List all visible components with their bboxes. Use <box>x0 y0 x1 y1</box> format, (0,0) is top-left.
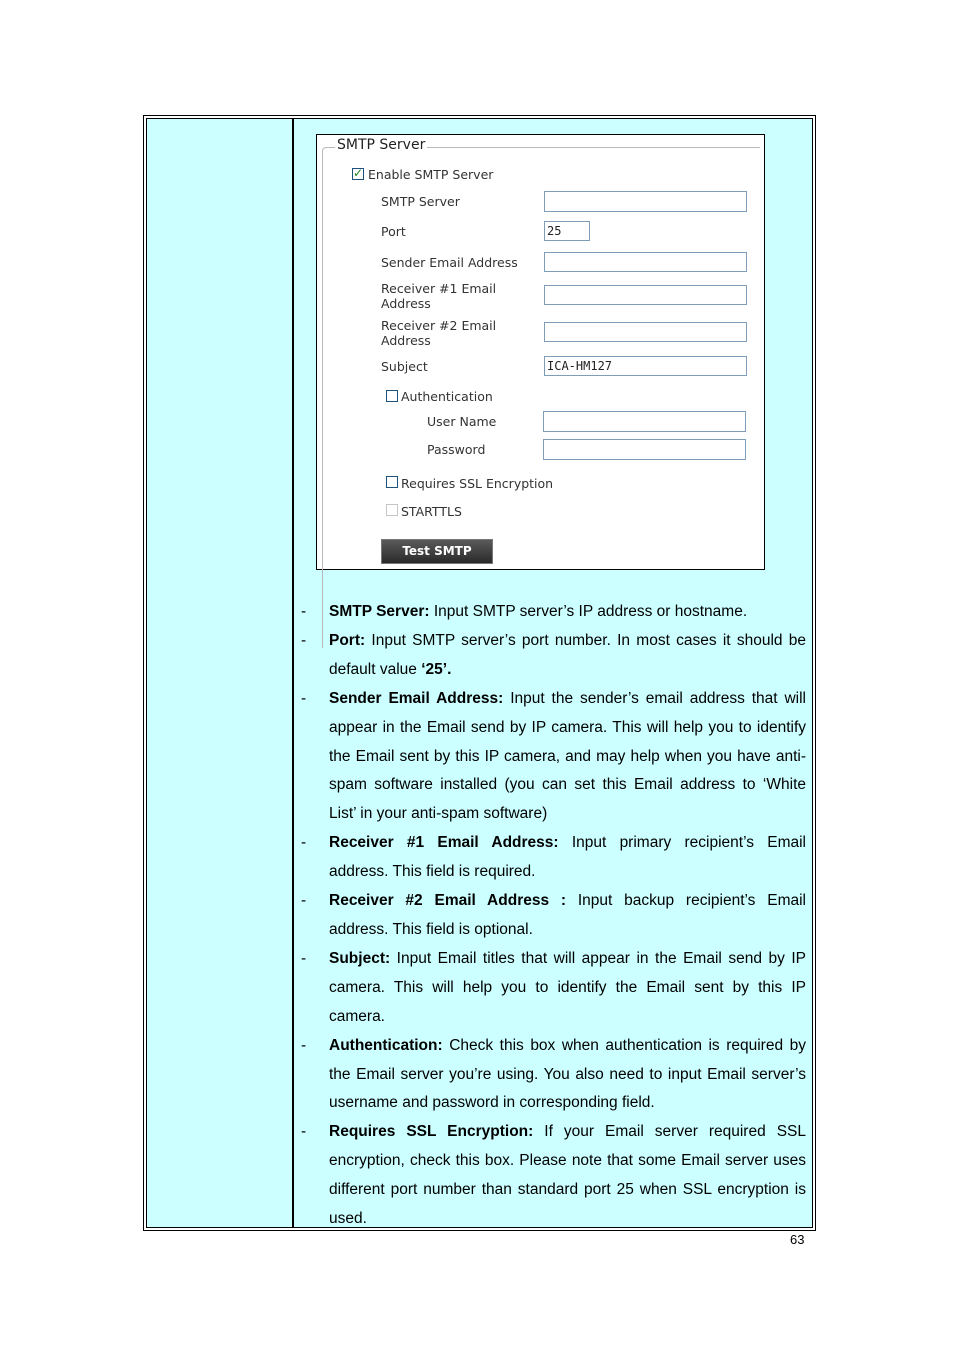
port-input[interactable] <box>544 221 590 241</box>
test-smtp-button[interactable]: Test SMTP <box>381 539 493 564</box>
item-text: Input backup recipient’s Email address. This field is optional. <box>329 892 806 938</box>
list-dash: - <box>301 631 307 649</box>
fieldset-legend: SMTP Server <box>337 137 426 153</box>
smtp-server-label: SMTP Server <box>381 194 460 209</box>
smtp-server-input[interactable] <box>544 191 747 212</box>
starttls-checkbox[interactable] <box>386 504 398 516</box>
password-input[interactable] <box>543 439 746 460</box>
page-number: 63 <box>790 1232 805 1247</box>
list-item <box>301 829 806 887</box>
receiver2-label <box>381 318 496 348</box>
item-term: Requires SSL Encryption: <box>329 1123 534 1141</box>
item-term: Subject: <box>329 949 391 967</box>
port-label: Port <box>381 224 406 239</box>
item-emphasis: ‘25’. <box>421 660 452 678</box>
password-label: Password <box>427 442 486 457</box>
list-item <box>301 887 806 945</box>
sender-email-input[interactable] <box>544 252 747 272</box>
receiver1-label <box>381 281 496 311</box>
receiver2-label-line1: Receiver #2 Email <box>381 318 497 333</box>
starttls-label: STARTTLS <box>401 504 462 519</box>
column-divider <box>292 119 294 1227</box>
authentication-label: Authentication <box>401 389 493 404</box>
item-text: Input Email titles that will appear in the Email send by IP camera. This will help you to identify the Email sent by this IP camera. <box>329 949 806 1025</box>
authentication-checkbox[interactable] <box>386 390 398 402</box>
enable-smtp-label: Enable SMTP Server <box>368 167 494 182</box>
list-item <box>301 685 806 830</box>
sender-email-label: Sender Email Address <box>381 255 518 270</box>
ssl-checkbox[interactable] <box>386 476 398 488</box>
smtp-settings-screenshot <box>316 134 765 570</box>
list-item <box>301 945 806 1032</box>
receiver2-label-line2: Address <box>381 333 431 348</box>
receiver1-label-line2: Address <box>381 296 431 311</box>
subject-label: Subject <box>381 359 428 374</box>
item-term: Authentication: <box>329 1036 443 1054</box>
list-dash: - <box>301 689 307 707</box>
list-item <box>301 627 806 685</box>
item-text: If your Email server required SSL encryption, check this box. Please note that some Email server uses different port number than standard port 25 when SSL encryption is used. <box>329 1123 807 1228</box>
list-item <box>301 1032 806 1119</box>
field-descriptions <box>301 598 806 1234</box>
list-dash: - <box>301 834 307 852</box>
receiver1-label-line1: Receiver #1 Email <box>381 281 497 296</box>
item-text: Input primary recipient’s Email address. This field is required. <box>329 834 806 881</box>
list-dash: - <box>301 1036 307 1054</box>
list-dash: - <box>301 1123 307 1141</box>
item-term: Receiver #1 Email Address: <box>329 834 559 852</box>
list-item <box>301 598 806 627</box>
item-term: SMTP Server: <box>329 603 430 620</box>
item-term: Sender Email Address: <box>329 689 504 707</box>
item-text: Check this box when authentication is required by the Email server you’re using. You also need to input Email server’s username and password in corresponding field. <box>329 1036 806 1112</box>
user-name-label: User Name <box>427 414 497 429</box>
receiver1-email-input[interactable] <box>544 285 747 305</box>
receiver2-email-input[interactable] <box>544 322 747 342</box>
list-dash: - <box>301 603 307 620</box>
item-text: Input the sender’s email address that will appear in the Email send by IP camera. This will help you to identify the Email sent by this IP camera, and may help when you have anti-spam software installed (you can set this Email address to ‘White List’ in your anti-spam software) <box>329 689 807 823</box>
list-item <box>301 1118 806 1234</box>
item-text: Input SMTP server’s IP address or hostname. <box>429 603 748 620</box>
subject-input[interactable] <box>544 356 747 376</box>
item-term: Receiver #2 Email Address : <box>329 892 567 910</box>
item-text: Input SMTP server’s port number. In most cases it should be default value <box>329 631 806 678</box>
enable-smtp-checkbox[interactable] <box>352 168 364 180</box>
list-dash: - <box>301 949 307 967</box>
item-term: Port: <box>329 631 366 649</box>
user-name-input[interactable] <box>543 411 746 432</box>
ssl-label: Requires SSL Encryption <box>401 476 554 491</box>
list-dash: - <box>301 892 307 910</box>
